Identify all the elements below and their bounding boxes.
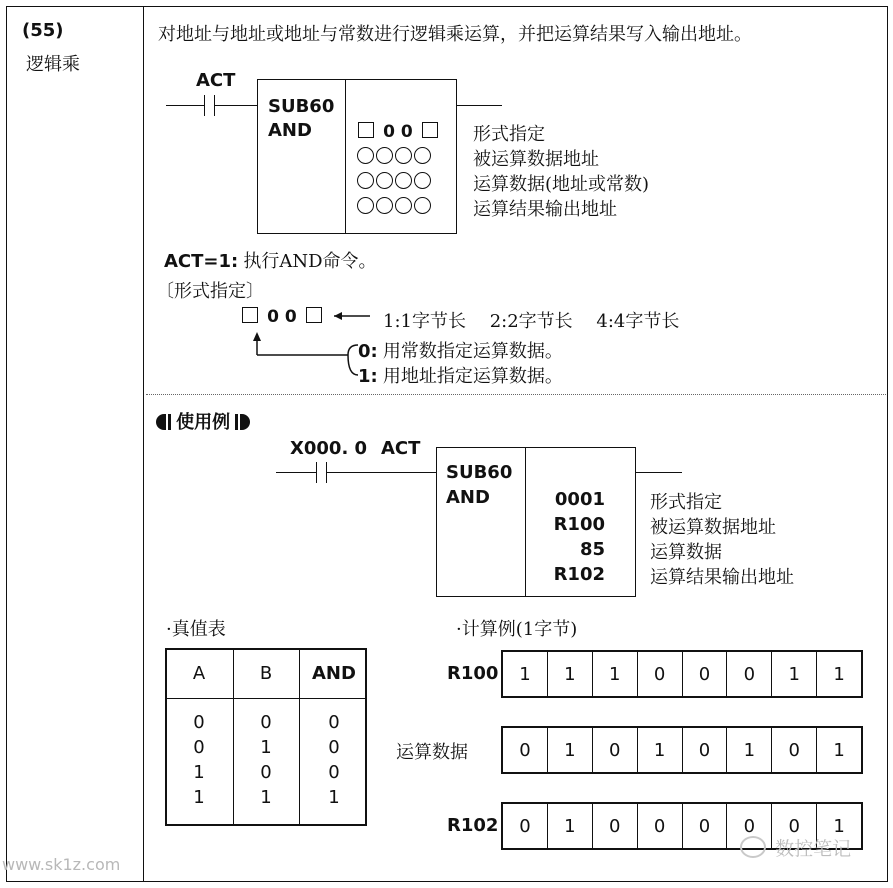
bit-cell: 1 — [547, 804, 592, 848]
truth-table-cell: 0 — [328, 762, 340, 783]
bit-cell: 1 — [547, 728, 592, 772]
format-title: 〔形式指定〕 — [156, 281, 264, 302]
example-value: 85 — [579, 539, 605, 560]
truth-table-col-line — [233, 648, 234, 826]
example-label: 形式指定 — [650, 492, 722, 513]
bit-cell: 1 — [816, 652, 861, 696]
calc-title: ·计算例(1字节) — [456, 619, 578, 640]
example-contact-label: ACT — [381, 438, 421, 459]
bit-cell: 0 — [519, 815, 531, 837]
param-label: 运算数据(地址或常数) — [473, 174, 650, 195]
func-code: SUB60 — [268, 96, 335, 117]
example-value: R102 — [553, 564, 605, 585]
example-func-code: SUB60 — [446, 462, 513, 483]
example-label: 被运算数据地址 — [650, 517, 776, 538]
description: 对地址与地址或地址与常数进行逻辑乘运算，并把运算结果写入输出地址。 — [158, 24, 752, 45]
act-condition-text: 执行AND命令。 — [243, 251, 377, 272]
bit-cell: 1 — [816, 804, 861, 848]
example-func-name: AND — [446, 487, 490, 508]
format-spec-digits: 0 0 — [267, 307, 297, 327]
truth-table-cell: 1 — [328, 787, 340, 808]
calc-row-label: R102 — [447, 815, 499, 836]
example-contact-addr: X000. 0 — [290, 438, 368, 459]
bit-cell: 0 — [682, 652, 727, 696]
bracket-bar-icon — [235, 414, 238, 430]
bit-cell: 1 — [726, 728, 771, 772]
act-condition-key: ACT=1: — [164, 251, 239, 272]
truth-table-cell: 0 — [260, 762, 272, 783]
example-func-divider — [525, 447, 526, 597]
watermark-right — [740, 834, 851, 861]
param-format-row — [358, 122, 438, 142]
bracket-left-icon — [156, 414, 166, 430]
bit-cell: 1 — [519, 663, 531, 685]
bit-cell: 0 — [726, 804, 771, 848]
rung-line-right — [457, 105, 502, 106]
bit-cell: 1 — [547, 652, 592, 696]
byte-lengths: 1:1字节长 2:2字节长 4:4字节长 — [383, 311, 680, 332]
wechat-icon — [740, 836, 766, 858]
truth-table-header: B — [259, 663, 273, 684]
bit-cell: 0 — [592, 804, 637, 848]
circle-row — [357, 197, 433, 218]
truth-table-cell: 0 — [328, 737, 340, 758]
rung-line-mid — [215, 105, 257, 106]
contact-bar-left — [204, 95, 205, 116]
bit-row-operand — [501, 726, 863, 774]
option-1-key: 1: — [358, 366, 378, 387]
example-value: 0001 — [554, 489, 605, 510]
watermark-right-text: 数控笔记 — [775, 838, 852, 860]
bit-cell: 0 — [637, 652, 682, 696]
bit-cell: 1 — [592, 652, 637, 696]
bit-cell: 0 — [682, 728, 727, 772]
example-rung-left — [276, 472, 316, 473]
example-label: 运算结果输出地址 — [650, 567, 794, 588]
option-1-text: 用地址指定运算数据。 — [382, 366, 563, 387]
section-number: (55) — [22, 20, 64, 41]
bit-cell: 0 — [771, 804, 816, 848]
bit-cell: 1 — [816, 728, 861, 772]
option-0 — [358, 337, 563, 363]
truth-table-col-line — [299, 648, 300, 826]
calc-row-label: R100 — [447, 663, 499, 684]
bracket-right-icon — [240, 414, 250, 430]
act-contact-label: ACT — [196, 70, 236, 91]
example-contact-bar-left — [316, 462, 317, 483]
act-condition — [164, 247, 377, 273]
truth-table-cell: 0 — [193, 712, 205, 733]
param-label: 形式指定 — [473, 124, 545, 145]
example-value: R100 — [553, 514, 605, 535]
bit-cell: 0 — [682, 804, 727, 848]
truth-table-cell: 1 — [260, 737, 272, 758]
option-1 — [358, 362, 563, 388]
truth-table-header: AND — [312, 663, 356, 684]
truth-table-header-line — [165, 698, 367, 699]
section-name: 逻辑乘 — [26, 54, 80, 75]
truth-table-cell: 1 — [193, 762, 205, 783]
rung-line-left — [166, 105, 204, 106]
option-0-key: 0: — [358, 341, 378, 362]
truth-table-title: ·真值表 — [166, 619, 226, 640]
truth-table-cell: 0 — [328, 712, 340, 733]
param-label: 被运算数据地址 — [473, 149, 599, 170]
example-heading — [156, 408, 250, 434]
bit-cell: 0 — [592, 728, 637, 772]
truth-table-cell: 0 — [260, 712, 272, 733]
bit-cell: 0 — [637, 804, 682, 848]
bit-cell: 0 — [726, 652, 771, 696]
option-0-text: 用常数指定运算数据。 — [382, 341, 563, 362]
section-divider — [146, 394, 886, 395]
square-placeholder — [358, 122, 374, 138]
bit-cell: 0 — [519, 739, 531, 761]
bit-cell: 0 — [771, 728, 816, 772]
truth-table-cell: 1 — [193, 787, 205, 808]
circle-row — [357, 147, 433, 168]
example-title: 使用例 — [176, 412, 231, 433]
example-rung-mid — [327, 472, 436, 473]
example-rung-right — [636, 472, 682, 473]
bit-cell: 1 — [637, 728, 682, 772]
func-block-divider — [345, 79, 346, 234]
param-format-digits: 0 0 — [383, 122, 413, 142]
param-label: 运算结果输出地址 — [473, 199, 617, 220]
bit-cell: 1 — [771, 652, 816, 696]
bracket-bar-icon — [168, 414, 171, 430]
truth-table-header: A — [192, 663, 206, 684]
column-divider — [143, 6, 144, 882]
example-label: 运算数据 — [650, 542, 722, 563]
truth-table-cell: 1 — [260, 787, 272, 808]
calc-row-label: 运算数据 — [396, 742, 468, 763]
bit-row-r100 — [501, 650, 863, 698]
watermark-left: www.sk1z.com — [2, 855, 121, 874]
circle-row — [357, 172, 433, 193]
func-name: AND — [268, 120, 312, 141]
truth-table-cell: 0 — [193, 737, 205, 758]
square-placeholder — [422, 122, 438, 138]
